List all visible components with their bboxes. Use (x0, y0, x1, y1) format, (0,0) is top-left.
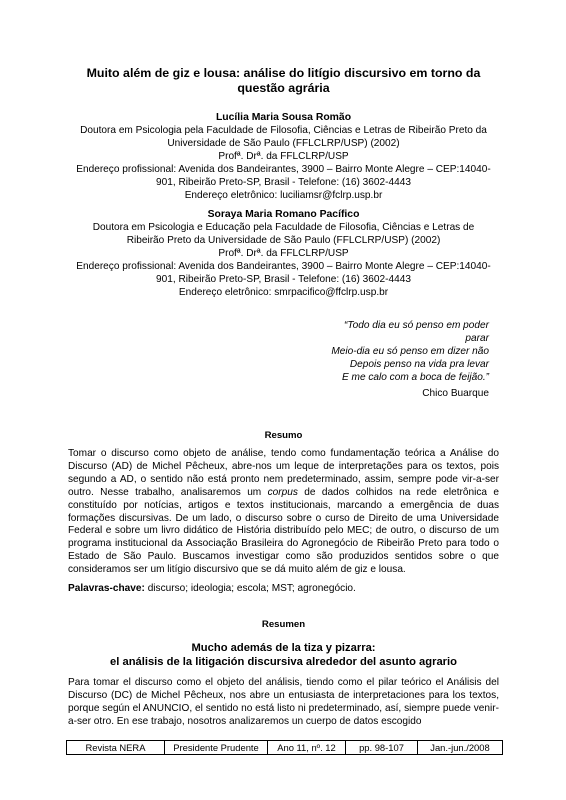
resumo-text: Tomar o discurso como objeto de análise, tendo como fundamentação teórica a Análise do Discurso (AD) de Michel Pêcheux, abre-nos um leque de interpretações para os textos, pois segundo a AD, o sentido não está pronto nem predeterminado, assim, sempre pode vir-a-ser outro. Nesse trabalho, analisaremos um (68, 448, 499, 498)
page-footer (66, 740, 503, 755)
epigraph-line: “Todo dia eu só penso em poder (344, 320, 489, 331)
author-address-line: 901, Ribeirão Preto-SP, Brasil - Telefone: (16) 3602-4443 (156, 177, 411, 188)
footer-city: Presidente Prudente (165, 741, 268, 754)
epigraph (189, 319, 489, 384)
author-name: Lucília Maria Sousa Romão (215, 112, 352, 123)
resumen-subtitle-line: el análisis de la litigación discursiva alrededor del asunto agrario (110, 656, 457, 668)
resumo-heading: Resumo (264, 430, 303, 441)
author-block-1 (68, 111, 499, 202)
author-block-2 (68, 208, 499, 299)
author-name: Soraya Maria Romano Pacífico (207, 209, 360, 220)
resumen-heading: Resumen (261, 619, 306, 630)
resumen-paragraph: Para tomar el discurso como el objeto del análisis, tiendo como el pilar teórico el Análisis del Discurso (DC) de Michel Pêcheux, nos abre un entusiasta de interpretaciones para los textos, porque según el ANUNCIO, el sentido no está listo ni predeterminado, así, siempre puede venir-a-ser otro. En ese trabajo, nosotros analizaremos un cuerpo de datos escogido (68, 677, 499, 727)
footer-date: Jan.-jun./2008 (430, 742, 490, 753)
author-address-line: Endereço profissional: Avenida dos Bandeirantes, 3900 – Bairro Monte Alegre – CEP:14040- (76, 261, 491, 272)
author-address-line: Endereço profissional: Avenida dos Bandeirantes, 3900 – Bairro Monte Alegre – CEP:14040- (76, 164, 491, 175)
keywords-line (68, 583, 499, 596)
author-email-line: Endereço eletrônico: smrpacifico@ffclrp.usp.br (178, 287, 389, 298)
epigraph-line: Meio-dia eu só penso em dizer não (331, 346, 489, 357)
author-affiliation-line: Doutora em Psicologia pela Faculdade de Filosofia, Ciências e Letras de Ribeirão Preto da (80, 125, 487, 136)
epigraph-author: Chico Buarque (422, 388, 489, 399)
author-address-line: 901, Ribeirão Preto-SP, Brasil - Telefone: (16) 3602-4443 (156, 274, 411, 285)
resumo-text: de dados colhidos na rede eletrônica e constituído por notícias, artigos e textos institucionais, marcando a emergência de duas formações discursivas. De um lado, o discurso sobre o curso de Direito de uma Universidade Federal e sobre um livro didático de História distribuído pelo MEC; de outro, o discurso de um programa institucional da Associação Brasileira do Agronegócio de Ribeirão Preto para todo o Estado de São Paulo. Buscamos investigar como são produzidos sentidos sobre o que consideramos ser um litígio discursivo que se dá muito além de giz e lousa. (68, 486, 499, 576)
author-affiliation-line: Doutora em Psicologia e Educação pela Faculdade de Filosofia, Ciências e Letras de (92, 222, 475, 233)
keywords-value: discurso; ideologia; escola; MST; agronegócio. (144, 583, 356, 594)
footer-pages: pp. 98-107 (346, 741, 418, 754)
paper-title: Muito além de giz e lousa: análise do litígio discursivo em torno da questão agrária (86, 66, 481, 95)
author-affiliation-line: Universidade de São Paulo (FFLCLRP/USP) (2002) (167, 138, 400, 149)
resumo-emphasis: corpus (267, 486, 298, 498)
epigraph-line: E me calo com a boca de feijão.” (342, 372, 489, 383)
author-position-line: Profª. Drª. da FFLCLRP/USP (218, 248, 349, 259)
author-email-line: Endereço eletrônico: luciliamsr@fclrp.usp.br (184, 190, 383, 201)
epigraph-line: parar (465, 333, 489, 344)
resumen-subtitle-line: Mucho además de la tiza y pizarra: (191, 642, 376, 654)
footer-issue: Ano 11, nº. 12 (268, 741, 346, 754)
author-affiliation-line: Ribeirão Preto da Universidade de São Paulo (FFLCLRP/USP) (2002) (126, 235, 441, 246)
epigraph-line: Depois penso na vida pra levar (349, 359, 489, 370)
resumen-subtitle (68, 641, 499, 669)
footer-journal: Revista NERA (67, 741, 165, 754)
keywords-label: Palavras-chave: (68, 583, 145, 594)
resumo-paragraph (68, 448, 499, 577)
author-position-line: Profª. Drª. da FFLCLRP/USP (218, 151, 349, 162)
